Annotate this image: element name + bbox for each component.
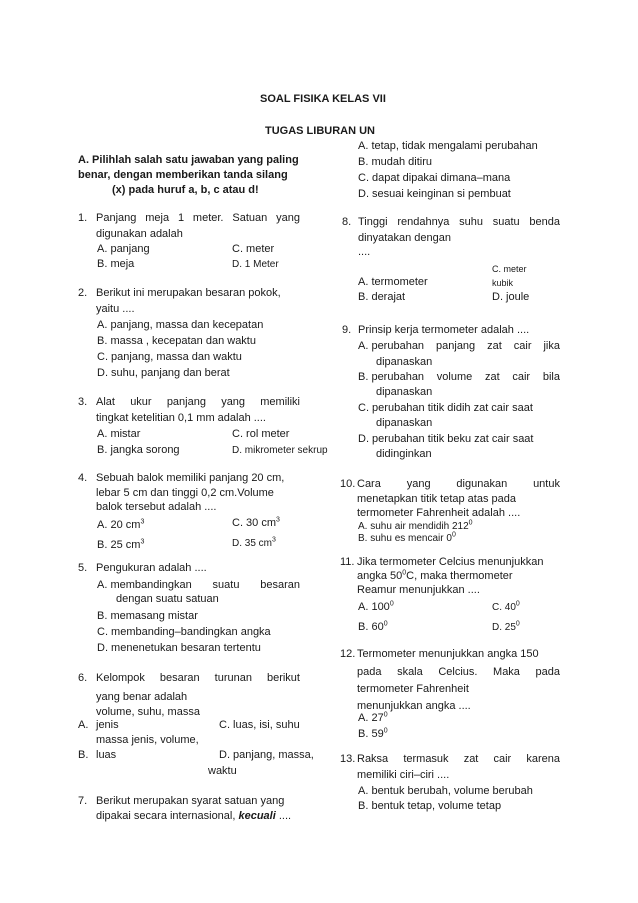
option-b[interactable]: B. $60^0$ — [358, 620, 388, 633]
question-text: Cara yang digunakan untuk — [357, 478, 560, 490]
question-number: 3. — [78, 396, 88, 408]
question-text: memiliki ciri–ciri .... — [357, 769, 450, 781]
question-number: 6. — [78, 672, 88, 684]
option-d[interactable]: D. joule — [492, 291, 530, 303]
question-text: yaitu .... — [96, 303, 135, 315]
option-c[interactable]: C. panjang, massa dan waktu — [97, 351, 242, 363]
question-text: Pengukuran adalah .... — [96, 562, 207, 574]
question-number: 2. — [78, 287, 88, 299]
question-number: 13. — [340, 753, 356, 765]
question-text: lebar 5 cm dan tinggi 0,2 cm.Volume — [96, 487, 274, 499]
option-d[interactable]: D. $25^0$ — [492, 620, 520, 633]
option-a-letter[interactable]: A. — [78, 719, 89, 731]
option-c[interactable]: C. $40^0$ — [492, 600, 520, 613]
question-text: Raksa termasuk zat cair karena — [357, 753, 560, 765]
option-a[interactable]: A. panjang, massa dan kecepatan — [97, 319, 264, 331]
option-b[interactable]: B. 25 $cm^3$ — [97, 538, 145, 551]
option-a-cont: dipanaskan — [376, 356, 433, 368]
option-d[interactable]: D. 1 Meter — [232, 259, 279, 270]
question-text: Panjang meja 1 meter. Satuan yang — [96, 212, 300, 224]
option-b[interactable]: B. $59^0$ — [358, 727, 388, 740]
question-number: 10. — [340, 478, 356, 490]
question-text: pada skala Celcius. Maka pada — [357, 666, 560, 678]
option-d-cont: didinginkan — [376, 448, 432, 460]
option-b[interactable]: B. perubahan volume zat cair bila — [358, 371, 560, 383]
option-a[interactable]: A. termometer — [358, 276, 428, 288]
question-text: Berikut merupakan syarat satuan yang — [96, 795, 285, 807]
question-text: angka $50^0C$, maka thermometer — [357, 569, 513, 582]
option-c[interactable]: C. dapat dipakai dimana–mana — [358, 172, 511, 184]
option-d-cont: waktu — [208, 765, 237, 777]
question-text: Jika termometer Celcius menunjukkan — [357, 556, 544, 568]
question-text: dinyatakan dengan — [358, 232, 451, 244]
option-b[interactable]: B. mudah ditiru — [358, 156, 432, 168]
question-number: 5. — [78, 562, 88, 574]
question-text: termometer Fahrenheit adalah .... — [357, 507, 521, 519]
option-b[interactable]: B. suhu es mencair $0^0$ — [358, 531, 456, 544]
question-text: Termometer menunjukkan angka 150 — [357, 648, 539, 660]
question-text: dipakai secara internasional, kecuali .... — [96, 810, 292, 822]
question-text: balok tersebut adalah .... — [96, 501, 217, 513]
question-number: 7. — [78, 795, 88, 807]
question-text: Reamur menunjukkan .... — [357, 584, 480, 596]
option-a-cont: dengan suatu satuan — [116, 593, 219, 605]
question-number: 12. — [340, 648, 356, 660]
question-text: termometer Fahrenheit — [357, 683, 469, 695]
option-a[interactable]: A. suhu air mendidih $212^0$ — [358, 519, 473, 532]
option-b[interactable]: B. massa , kecepatan dan waktu — [97, 335, 256, 347]
option-c[interactable]: C. perubahan titik didih zat cair saat — [358, 402, 533, 414]
page-subtitle: TUGAS LIBURAN UN — [265, 125, 375, 137]
option-d[interactable]: D. menenetukan besaran tertentu — [97, 642, 261, 654]
option-a[interactable]: A. membandingkan suatu besaran — [97, 579, 300, 591]
question-text: menetapkan titik tetap atas pada — [357, 493, 516, 505]
option-b-letter[interactable]: B. — [78, 749, 89, 761]
question-number: 9. — [342, 324, 352, 336]
option-d[interactable]: D. 35 $cm^3$ — [232, 536, 276, 549]
instruction-line: A. Pilihlah salah satu jawaban yang paling — [78, 154, 299, 166]
option-a[interactable]: A. $100^0$ — [358, 600, 394, 613]
option-a-cont: massa jenis, volume, — [96, 734, 199, 746]
question-text: volume, suhu, massa — [96, 706, 200, 718]
question-text: yang benar adalah — [96, 691, 188, 703]
option-c[interactable]: C. meter — [232, 243, 275, 255]
instruction-line: benar, dengan memberikan tanda silang — [78, 169, 288, 181]
option-a[interactable]: A. mistar — [97, 428, 141, 440]
option-c[interactable]: C. luas, isi, suhu — [219, 719, 300, 731]
question-text: Kelompok besaran turunan berikut — [96, 672, 300, 684]
option-b[interactable]: B. jangka sorong — [97, 444, 180, 456]
option-a[interactable]: A. perubahan panjang zat cair jika — [358, 340, 560, 352]
option-d[interactable]: D. sesuai keinginan si pembuat — [358, 188, 511, 200]
option-b[interactable]: B. memasang mistar — [97, 610, 198, 622]
question-text: Berikut ini merupakan besaran pokok, — [96, 287, 281, 299]
question-text: tingkat ketelitian 0,1 mm adalah .... — [96, 412, 266, 424]
option-c-cont: kubik — [492, 278, 514, 288]
option-d[interactable]: D. panjang, massa, — [219, 749, 314, 761]
option-c[interactable]: C. rol meter — [232, 428, 290, 440]
option-a[interactable]: A. $27^0$ — [358, 711, 388, 724]
question-text: Alat ukur panjang yang memiliki — [96, 396, 300, 408]
option-d[interactable]: D. perubahan titik beku zat cair saat — [358, 433, 534, 445]
option-b[interactable]: B. meja — [97, 258, 135, 270]
question-number: 4. — [78, 472, 88, 484]
question-text: menunjukkan angka .... — [357, 700, 471, 712]
question-number: 1. — [78, 212, 88, 224]
option-c-cont: dipanaskan — [376, 417, 433, 429]
option-b-cont: dipanaskan — [376, 386, 433, 398]
question-text: Sebuah balok memiliki panjang 20 cm, — [96, 472, 285, 484]
option-c[interactable]: C. 30 $cm^3$ — [232, 516, 280, 529]
question-text: Prinsip kerja termometer adalah .... — [358, 324, 530, 336]
option-d[interactable]: D. mikrometer sekrup — [232, 445, 328, 456]
question-number: 8. — [342, 216, 352, 228]
question-text: digunakan adalah — [96, 228, 183, 240]
page-title: SOAL FISIKA KELAS VII — [260, 93, 386, 105]
option-a[interactable]: A. tetap, tidak mengalami perubahan — [358, 140, 538, 152]
option-a[interactable]: A. 20 $cm^3$ — [97, 518, 145, 531]
question-text: Tinggi rendahnya suhu suatu benda — [358, 216, 560, 228]
option-b[interactable]: B. derajat — [358, 291, 406, 303]
question-number: 11. — [340, 556, 355, 568]
option-c[interactable]: C. membanding–bandingkan angka — [97, 626, 271, 638]
option-d[interactable]: D. suhu, panjang dan berat — [97, 367, 230, 379]
option-a[interactable]: A. panjang — [97, 243, 150, 255]
question-text: .... — [358, 246, 371, 258]
option-c[interactable]: C. meter — [492, 264, 527, 274]
option-b[interactable]: luas — [96, 749, 117, 761]
option-a[interactable]: A. bentuk berubah, volume berubah — [358, 785, 533, 797]
instruction-line: (x) pada huruf a, b, c atau d! — [112, 184, 259, 196]
option-b[interactable]: B. bentuk tetap, volume tetap — [358, 800, 502, 812]
option-a[interactable]: jenis — [96, 719, 119, 731]
